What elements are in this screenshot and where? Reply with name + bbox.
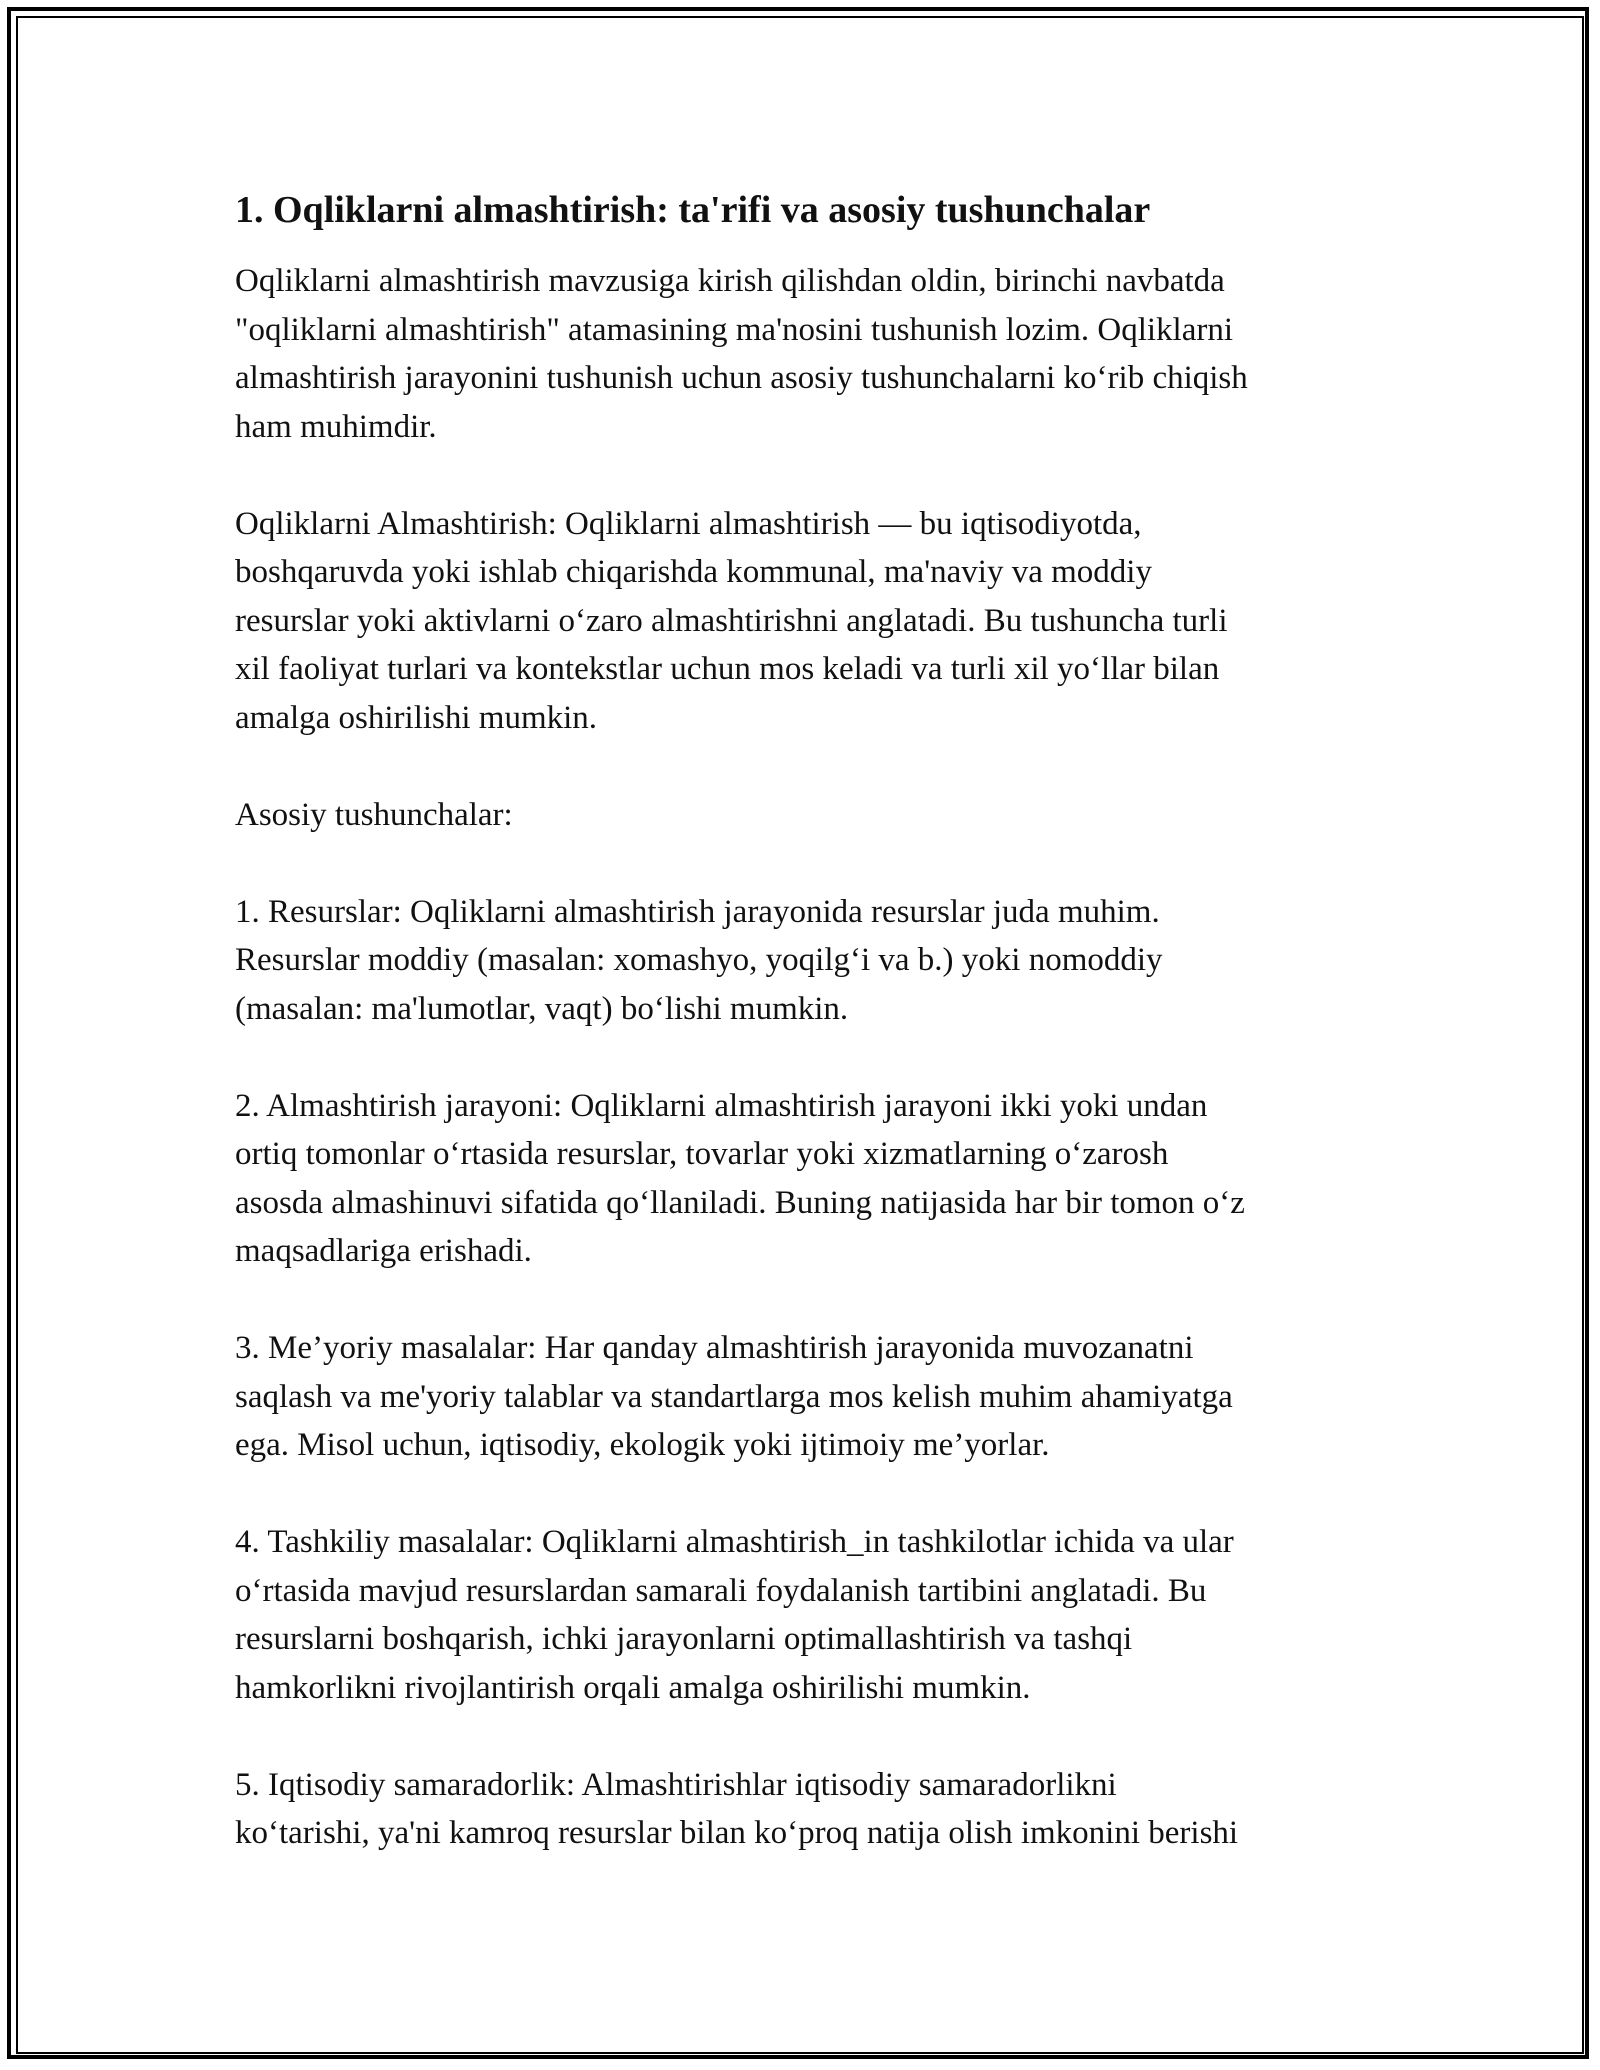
paragraph-intro: Oqliklarni almashtirish mavzusiga kirish qilishdan oldin, birinchi navbatda "oqliklarni almashtirish" atamasining ma'nosini tushunish lozim. Oqliklarni almashtirish jarayonini tushunish uchun asosiy tushunchalarni ko‘rib chiqish ham muhimdir. (235, 263, 1248, 445)
list-item-exchange-process: 2. Almashtirish jarayoni: Oqliklarni almashtirish jarayoni ikki yoki undan ortiq tomonlar o‘rtasida resurslar, tovarlar yoki xizmatlarning o‘zarosh asosda almashinuvi sifatida qo‘llaniladi. Buning natijasida har bir tomon o‘z maqsadlariga erishadi. (235, 1087, 1245, 1269)
list-item-resources: 1. Resurslar: Oqliklarni almashtirish jarayonida resurslar juda muhim. Resurslar moddiy (masalan: xomashyo, yoqilg‘i va b.) yoki nomoddiy (masalan: ma'lumotlar, vaqt) bo‘lishi mumkin. (235, 893, 1163, 1027)
list-item-economic-efficiency: 5. Iqtisodiy samaradorlik: Almashtirishlar iqtisodiy samaradorlikni ko‘tarishi, ya'ni kamroq resurslar bilan ko‘proq natija olish imkonini berishi (235, 1766, 1239, 1851)
list-item-normative-issues: 3. Me’yoriy masalalar: Har qanday almashtirish jarayonida muvozanatni saqlash va me'yoriy talablar va standartlarga mos kelish muhim ahamiyatga ega. Misol uchun, iqtisodiy, ekologik yoki ijtimoiy me’yorlar. (235, 1330, 1233, 1463)
paragraph-concepts-label: Asosiy tushunchalar: (235, 796, 513, 833)
section-heading: 1. Oqliklarni almashtirish: ta'rifi va asosiy tushunchalar (235, 189, 1151, 231)
document-body (235, 185, 1375, 1906)
list-item-organizational-issues: 4. Tashkiliy masalalar: Oqliklarni almashtirish_in tashkilotlar ichida va ular o‘rtasida mavjud resurslardan samarali foydalanish tartibini anglatadi. Bu resurslarni boshqarish, ichki jarayonlarni optimallashtirish va tashqi hamkorlikni rivojlantirish orqali amalga oshirilishi mumkin. (235, 1524, 1234, 1706)
paragraph-definition: Oqliklarni Almashtirish: Oqliklarni almashtirish — bu iqtisodiyotda, boshqaruvda yoki ishlab chiqarishda kommunal, ma'naviy va moddiy resurslar yoki aktivlarni o‘zaro almashtirishni anglatadi. Bu tushuncha turli xil faoliyat turlari va kontekstlar uchun mos keladi va turli xil yo‘llar bilan amalga oshirilishi mumkin. (235, 505, 1228, 736)
